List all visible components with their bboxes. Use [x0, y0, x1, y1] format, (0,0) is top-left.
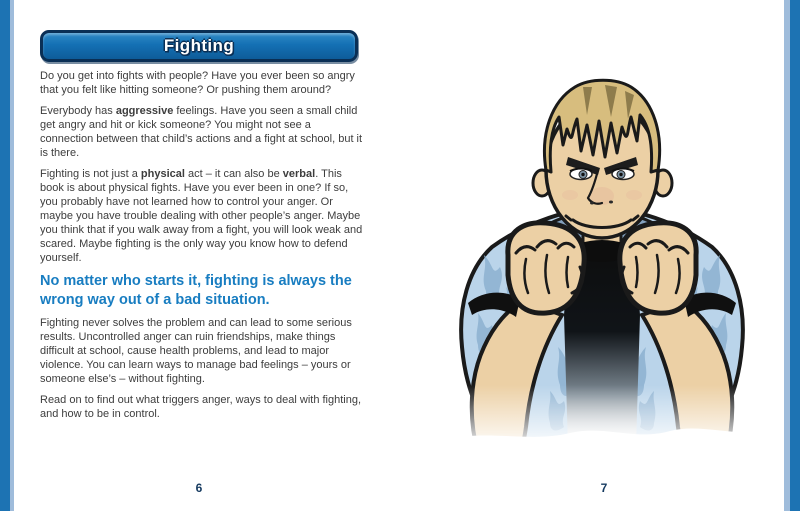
cheek-left — [562, 190, 578, 200]
left-page-edge-strip — [0, 0, 10, 511]
nostril-left — [590, 202, 594, 205]
fist-left — [508, 223, 584, 313]
body-paragraph: Everybody has aggressive feelings. Have you seen a small child get angry and hit or kick someone? You might not see a connection between that child’s actions and a fight at school, but it is there. — [40, 105, 363, 159]
chapter-title: Fighting — [163, 36, 235, 55]
callout-text: No matter who starts it, fighting is always the wrong way out of a bad situation. — [40, 273, 352, 308]
body-paragraph: Fighting never solves the problem and can lead to some serious results. Uncontrolled anger can ruin friendships, make things difficult at school, cause health problems, and lead to major violence. You can learn ways to manage bad feelings – yours or someone else’s – without fighting. — [40, 317, 352, 385]
left-page-edge-highlight — [10, 0, 14, 511]
page-number-left: 6 — [195, 481, 203, 495]
chapter-header-banner — [40, 30, 358, 62]
page-number-right: 7 — [600, 481, 608, 495]
angry-boy-illustration — [420, 55, 795, 460]
nostril-right — [609, 201, 613, 204]
body-paragraph: Fighting is not just a physical act – it can also be verbal. This book is about physical fights. Have you ever been in one? If so, you probably have not learned how to control your anger. Or maybe you have trouble dealing with other people’s anger. Maybe you think that if you walk away from a fight, you will look weak and scared. Maybe fighting is the only way you know how to defend yourself. — [40, 168, 363, 264]
fist-right — [620, 223, 696, 313]
cheek-right — [626, 190, 642, 200]
eye-right — [612, 169, 634, 180]
body-paragraph: Read on to find out what triggers anger, ways to deal with fighting, and how to be in control. — [40, 394, 362, 420]
body-paragraph: Do you get into fights with people? Have you ever been so angry that you felt like hitting someone? Or pushing them around? — [40, 70, 355, 96]
eye-left — [570, 169, 592, 180]
body-text-column — [40, 69, 364, 428]
